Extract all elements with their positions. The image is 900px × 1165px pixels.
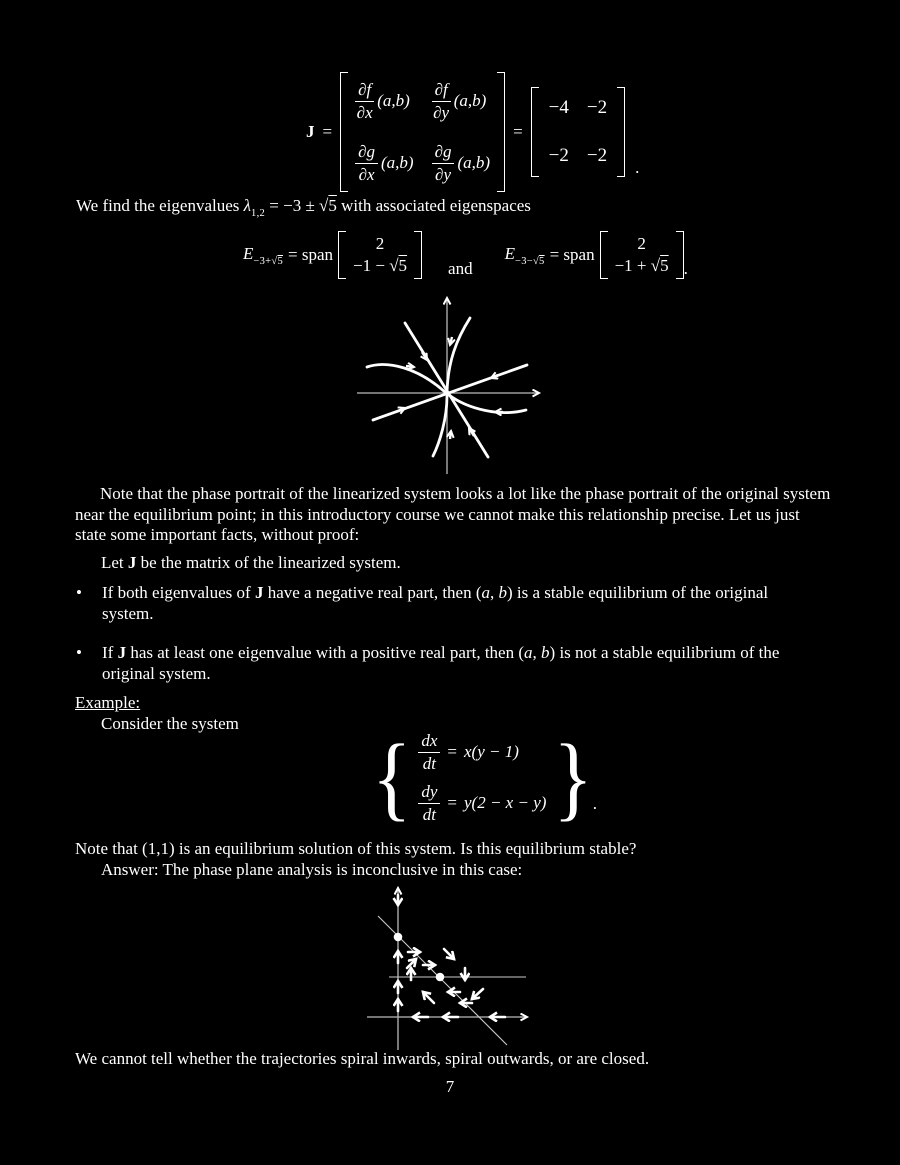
ode-equation-2: $\frac{dy}{dt}$ = y(2 − x − y) bbox=[418, 782, 546, 824]
matrix-value: −4 bbox=[548, 97, 569, 119]
matrix-value: −2 bbox=[548, 145, 569, 167]
equilibrium-point-dot bbox=[394, 933, 403, 942]
and-text: and bbox=[448, 259, 473, 279]
page-number: 7 bbox=[445, 1077, 455, 1096]
eigenspace-first: $E_{-3+√5}$ = span 2 −1 − √5 bbox=[243, 231, 422, 279]
matrix-cell: $\frac{\partial f}{\partial x}$ (a,b) bbox=[356, 80, 410, 122]
closing-line: We cannot tell whether the trajectories spiral inwards, spiral outwards, or are closed. bbox=[75, 1049, 650, 1068]
jacobian-matrix bbox=[340, 72, 505, 192]
matrix-bracket-right bbox=[617, 87, 625, 177]
bullet-marker: • bbox=[76, 643, 82, 662]
bullet-marker: • bbox=[76, 583, 82, 602]
ode-system-equation bbox=[372, 724, 598, 830]
phase-portrait-node-figure bbox=[348, 292, 550, 478]
vector-bracket-right bbox=[414, 231, 422, 279]
matrix-cell: $\frac{\partial f}{\partial y}$ (a,b) bbox=[433, 80, 487, 122]
bullet-item: • If J has at least one eigenvalue with a positive real part, then (a, b) is not a stable equilibrium of the original system. bbox=[76, 643, 780, 683]
vector-bracket-right bbox=[676, 231, 684, 279]
period: . bbox=[592, 794, 598, 814]
flow-arrowheads bbox=[398, 337, 503, 439]
matrix-bracket-left bbox=[340, 72, 348, 192]
ode-equation-1: $\frac{dx}{dt}$ = x(y − 1) bbox=[418, 731, 546, 773]
period: . bbox=[683, 259, 688, 279]
matrix-cell: $\frac{\partial g}{\partial x}$ (a,b) bbox=[355, 142, 413, 184]
jacobian-symbol: J bbox=[306, 122, 315, 142]
period: . bbox=[635, 158, 640, 178]
note-line: Note that (1,1) is an equilibrium solution of this system. Is this equilibrium stable? bbox=[75, 839, 637, 858]
phase-plane-direction-field-figure bbox=[358, 882, 540, 1054]
matrix-bracket-left bbox=[531, 87, 539, 177]
axes bbox=[367, 887, 527, 1050]
paragraph: Note that the phase portrait of the linearized system looks a lot like the phase portrait of the original system near the equilibrium point; in this introductory course we cannot make this relationship precise. Let us just state some important facts, without proof: bbox=[75, 484, 831, 545]
eigenspace-equations bbox=[243, 231, 688, 279]
jacobian-equation bbox=[306, 72, 639, 192]
matrix-value: −2 bbox=[586, 145, 608, 167]
answer-line: Answer: The phase plane analysis is inconclusive in this case: bbox=[101, 860, 523, 879]
eigenspace-second: $E_{-3-√5}$ = span 2 −1 + √5 bbox=[505, 231, 684, 279]
example-intro: Consider the system bbox=[101, 714, 239, 733]
right-brace: } bbox=[553, 724, 593, 830]
left-brace: { bbox=[372, 724, 412, 830]
equilibrium-point-dot bbox=[436, 973, 445, 982]
bullet-item: • If both eigenvalues of J have a negative real part, then (a, b) is a stable equilibrium of the original system. bbox=[76, 583, 769, 623]
direction-field-arrows bbox=[398, 895, 505, 1017]
lambda-symbol: λ bbox=[243, 196, 252, 215]
matrix-bracket-right bbox=[497, 72, 505, 192]
eigenvalue-line: We find the eigenvalues $\lambda_{1,2} = -3 \pm √5$ with associated eigenspaces bbox=[76, 196, 531, 219]
matrix-value: −2 bbox=[586, 97, 608, 119]
jacobian-values-matrix bbox=[531, 87, 625, 177]
let-j-line: Let J be the matrix of the linearized system. bbox=[101, 553, 401, 572]
vector-bracket-left bbox=[600, 231, 608, 279]
equals-sign: = bbox=[322, 122, 333, 142]
equals-sign: = bbox=[513, 122, 523, 142]
matrix-cell: $\frac{\partial g}{\partial y}$ (a,b) bbox=[432, 142, 490, 184]
vector-bracket-left bbox=[338, 231, 346, 279]
example-heading: Example: bbox=[75, 693, 141, 712]
